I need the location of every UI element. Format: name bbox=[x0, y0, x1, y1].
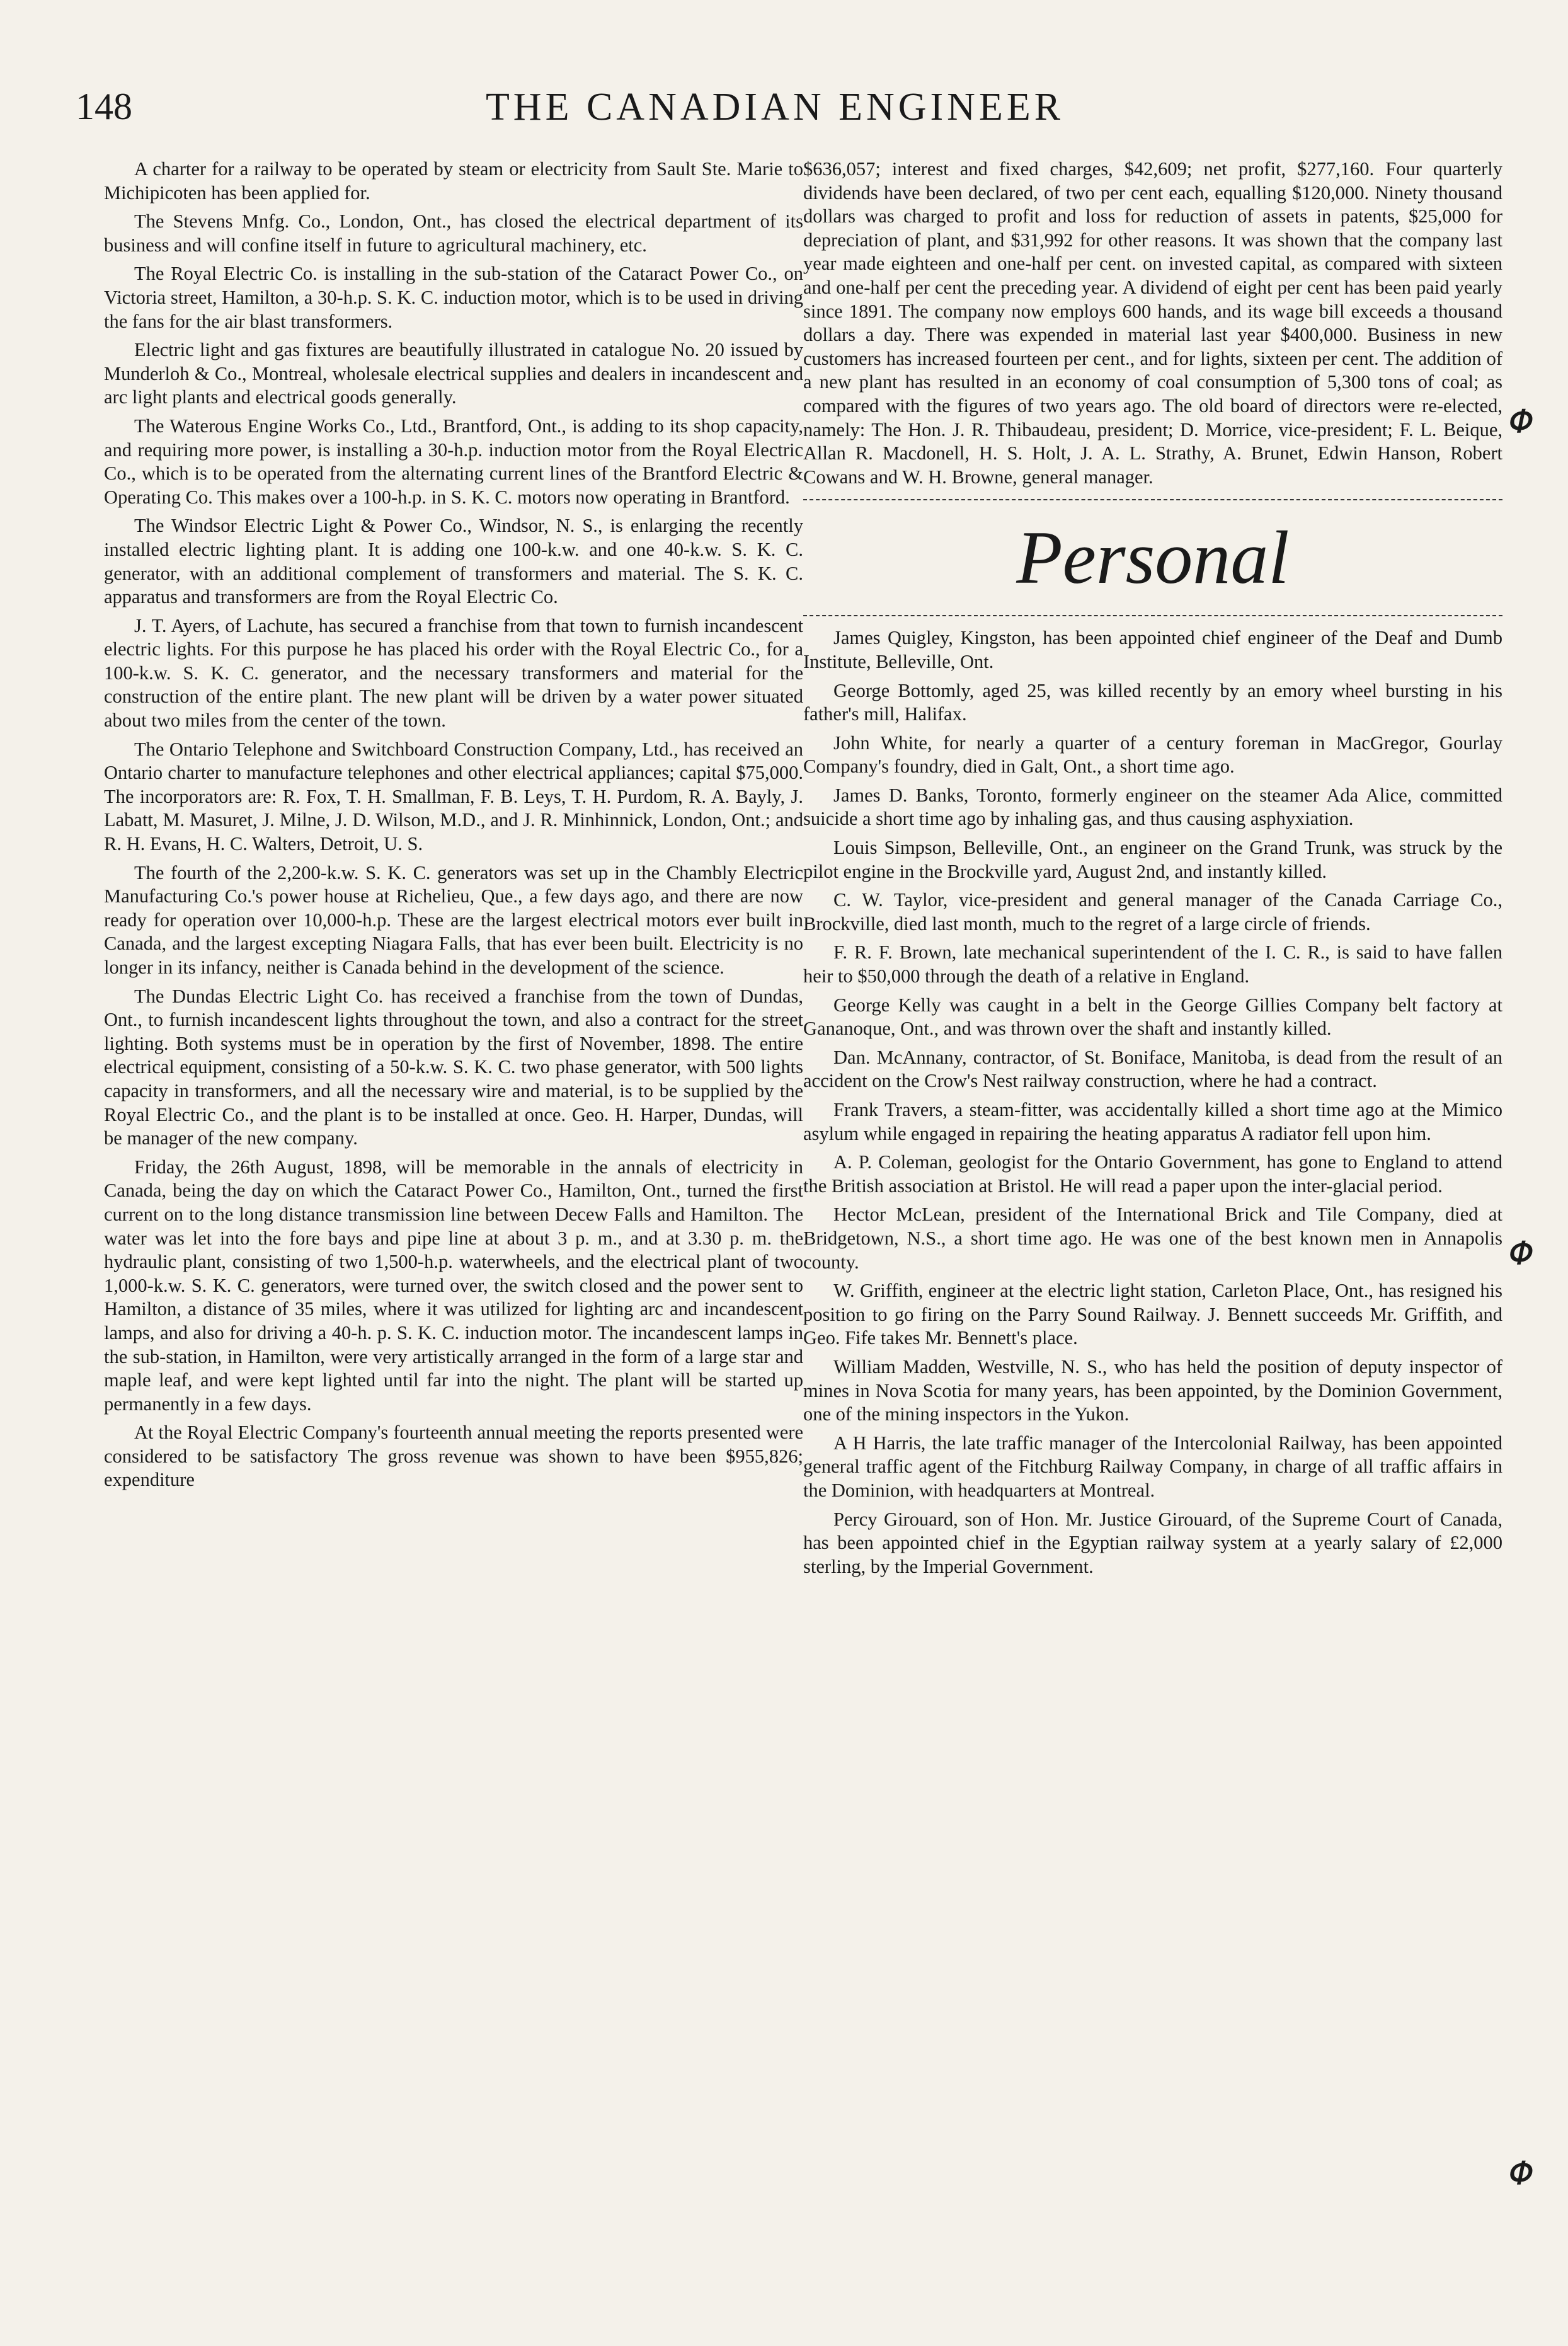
section-heading-personal: Personal bbox=[1016, 515, 1290, 600]
personal-item: George Kelly was caught in a belt in the George Gillies Company belt factory at Gananoque, Ont., and was thrown over the shaft and instantly killed. bbox=[803, 994, 1502, 1040]
personal-item: W. Griffith, engineer at the electric light station, Carleton Place, Ont., has resigned his position to go firing on the Parry Sound Railway. J. Bennett succeeds Mr. Griffith, and Geo. Fife takes Mr. Bennett's place. bbox=[803, 1280, 1502, 1349]
personal-item: A. P. Coleman, geologist for the Ontario Government, has gone to England to attend the British association at Bristol. He will read a paper upon the inter-glacial period. bbox=[803, 1151, 1502, 1197]
article-paragraph: The Royal Electric Co. is installing in the sub-station of the Cataract Power Co., on Victoria street, Hamilton, a 30-h.p. S. K. C. induction motor, which is to be used in driving the fans for the air blast transformers. bbox=[104, 263, 803, 332]
personal-item: Percy Girouard, son of Hon. Mr. Justice Girouard, of the Supreme Court of Canada, has been appointed chief in the Egyptian railway system at a yearly salary of £2,000 sterling, by the Imperial Government. bbox=[803, 1508, 1502, 1577]
personal-item: William Madden, Westville, N. S., who has held the position of deputy inspector of mines in Nova Scotia for many years, has been appointed, by the Dominion Government, one of the mining inspectors in the Yukon. bbox=[803, 1355, 1502, 1425]
margin-mark-icon: 𝛷 bbox=[1509, 1236, 1532, 1271]
article-paragraph: The fourth of the 2,200-k.w. S. K. C. generators was set up in the Chambly Electric Manufacturing Co.'s power house at Richelieu, Que., a few days ago, and there are now ready for operation over 10,000-h.p. These are the largest electrical motors ever built in Canada, and the largest excepting Niagara Falls, that has ever been built. Electricity is no longer in its infancy, neither is Canada behind in the development of the science. bbox=[104, 861, 803, 978]
personal-item: James D. Banks, Toronto, formerly engineer on the steamer Ada Alice, committed suicide a short time ago by inhaling gas, and thus causing asphyxiation. bbox=[803, 784, 1502, 830]
article-paragraph: The Windsor Electric Light & Power Co., Windsor, N. S., is enlarging the recently installed electric lighting plant. It is adding one 100-k.w. and one 40-k.w. S. K. C. generator, with an additional complement of transformers and material. The S. K. C. apparatus and transformers are from the Royal Electric Co. bbox=[104, 515, 803, 608]
personal-item: F. R. F. Brown, late mechanical superintendent of the I. C. R., is said to have fallen heir to $50,000 through the death of a relative in England. bbox=[803, 941, 1502, 987]
personal-item: George Bottomly, aged 25, was killed recently by an emory wheel bursting in his father's mill, Halifax. bbox=[803, 679, 1502, 725]
section-divider bbox=[803, 499, 1502, 500]
article-paragraph: The Ontario Telephone and Switchboard Construction Company, Ltd., has received an Ontario charter to manufacture telephones and other electrical appliances; capital $75,000. The incorporators are: R. Fox, T. H. Smallman, F. B. Leys, T. H. Purdom, R. A. Bayly, J. Labatt, M. Masuret, J. Milne, J. D. Wilson, M.D., and J. R. Minhinnick, London, Ont.; and R. H. Evans, H. C. Walters, Detroit, U. S. bbox=[104, 738, 803, 855]
personal-item: Hector McLean, president of the International Brick and Tile Company, died at Bridgetown, N.S., a short time ago. He was one of the best known men in Annapolis county. bbox=[803, 1204, 1502, 1273]
personal-item: C. W. Taylor, vice-president and general manager of the Canada Carriage Co., Brockville, died last month, much to the regret of a large circle of friends. bbox=[803, 889, 1502, 934]
personal-item: John White, for nearly a quarter of a century foreman in MacGregor, Gourlay Company's foundry, died in Galt, Ont., a short time ago. bbox=[803, 732, 1502, 778]
article-paragraph: J. T. Ayers, of Lachute, has secured a franchise from that town to furnish incandescent electric lights. For this purpose he has placed his order with the Royal Electric Co., for a 100-k.w. S. K. C. generator, and the necessary transformers and material for the construction of the entire plant. The new plant will be driven by a water power situated about two miles from the center of the town. bbox=[104, 614, 803, 732]
personal-item: Louis Simpson, Belleville, Ont., an engineer on the Grand Trunk, was struck by the pilot engine in the Brockville yard, August 2nd, and instantly killed. bbox=[803, 837, 1502, 882]
journal-title: THE CANADIAN ENGINEER bbox=[485, 86, 1065, 129]
article-paragraph: Electric light and gas fixtures are beautifully illustrated in catalogue No. 20 issued by Munderloh & Co., Montreal, wholesale electrical supplies and dealers in incandescent and arc light plants and electrical goods generally. bbox=[104, 339, 803, 408]
left-column bbox=[104, 158, 803, 1497]
personal-item: Frank Travers, a steam-fitter, was accidentally killed a short time ago at the Mimico asylum while engaged in repairing the heating apparatus A radiator fell upon him. bbox=[803, 1099, 1502, 1144]
article-paragraph: Friday, the 26th August, 1898, will be memorable in the annals of electricity in Canada, being the day on which the Cataract Power Co., Hamilton, Ont., turned the first current on to the long distance transmission line between Decew Falls and Hamilton. The water was let into the fore bays and pipe line at about 3 p. m., and at 3.30 p. m. the hydraulic plant, consisting of two 1,500-h.p. waterwheels, and the electrical plant of two 1,000-k.w. S. K. C. generators, were turned over, the switch closed and the power sent to Hamilton, a distance of 35 miles, where it was utilized for lighting arc and incandescent lamps, and also for driving a 40-h. p. S. K. C. induction motor. The incandescent lamps in the sub-station, in Hamilton, were very artistically arranged in the form of a large star and maple leaf, and were kept lighted until far into the night. The plant will be started up permanently in a few days. bbox=[104, 1156, 803, 1415]
article-paragraph: The Dundas Electric Light Co. has received a franchise from the town of Dundas, Ont., to furnish incandescent lights throughout the town, and also a contract for the street lighting. Both systems must be in operation by the first of November, 1898. The entire electrical equipment, consisting of a 50-k.w. S. K. C. two phase generator, with 500 lights capacity in transformers, and all the necessary wire and material, is to be supplied by the Royal Electric Co., and the plant is to be installed at once. Geo. H. Harper, Dundas, will be manager of the new company. bbox=[104, 985, 803, 1149]
article-continuation: $636,057; interest and fixed charges, $42,609; net profit, $277,160. Four quarterly dividends have been declared, of two per cent each, equalling $120,000. Ninety thousand dollars was charged to profit and loss for reduction of assets in patents, $25,000 for depreciation of plant, and $31,992 for other reasons. It was shown that the company last year made eighteen and one-half per cent. on invested capital, as compared with sixteen and one-half per cent the preceding year. A dividend of eight per cent has been paid yearly since 1891. The company now employs 600 hands, and its wage bill exceeds a thousand dollars a day. There was expended in material last year $400,000. Business in new customers has increased fourteen per cent., and for lights, sixteen per cent. The addition of a new plant has resulted in an economy of coal consumption of 5,300 tons of coal; as compared with the figures of two years ago. The old board of directors were re-elected, namely: The Hon. J. R. Thibaudeau, president; D. Morrice, vice-president; F. L. Beique, Allan R. Macdonell, H. S. Holt, J. A. L. Strathy, A. Brunet, Edwin Hanson, Robert Cowans and W. H. Browne, general manager. bbox=[803, 158, 1502, 488]
article-paragraph: The Stevens Mnfg. Co., London, Ont., has closed the electrical department of its business and will confine itself in future to agricultural machinery, etc. bbox=[104, 210, 803, 256]
personal-item: A H Harris, the late traffic manager of the Intercolonial Railway, has been appointed general traffic agent of the Fitchburg Railway Company, in charge of all traffic affairs in the Dominion, with headquarters at Montreal. bbox=[803, 1432, 1502, 1501]
right-column bbox=[803, 158, 1502, 1584]
article-paragraph: The Waterous Engine Works Co., Ltd., Brantford, Ont., is adding to its shop capacity, and requiring more power, is installing a 30-h.p. induction motor from the Royal Electric Co., which is to be operated from the alternating current lines of the Brantford Electric & Operating Co. This makes over a 100-h.p. in S. K. C. motors now operating in Brantford. bbox=[104, 415, 803, 508]
page-number: 148 bbox=[76, 86, 132, 127]
margin-mark-icon: 𝛷 bbox=[1509, 2156, 1532, 2191]
personal-item: Dan. McAnnany, contractor, of St. Boniface, Manitoba, is dead from the result of an accident on the Crow's Nest railway construction, where he had a contract. bbox=[803, 1046, 1502, 1092]
article-paragraph: At the Royal Electric Company's fourteenth annual meeting the reports presented were considered to be satisfactory The gross revenue was shown to have been $955,826; expenditure bbox=[104, 1422, 803, 1491]
page-header bbox=[76, 85, 1474, 142]
personal-item: James Quigley, Kingston, has been appointed chief engineer of the Deaf and Dumb Institute, Belleville, Ont. bbox=[803, 627, 1502, 672]
article-paragraph: A charter for a railway to be operated by steam or electricity from Sault Ste. Marie to Michipicoten has been applied for. bbox=[104, 158, 803, 204]
margin-mark-icon: 𝛷 bbox=[1509, 404, 1532, 439]
section-divider bbox=[803, 615, 1502, 616]
